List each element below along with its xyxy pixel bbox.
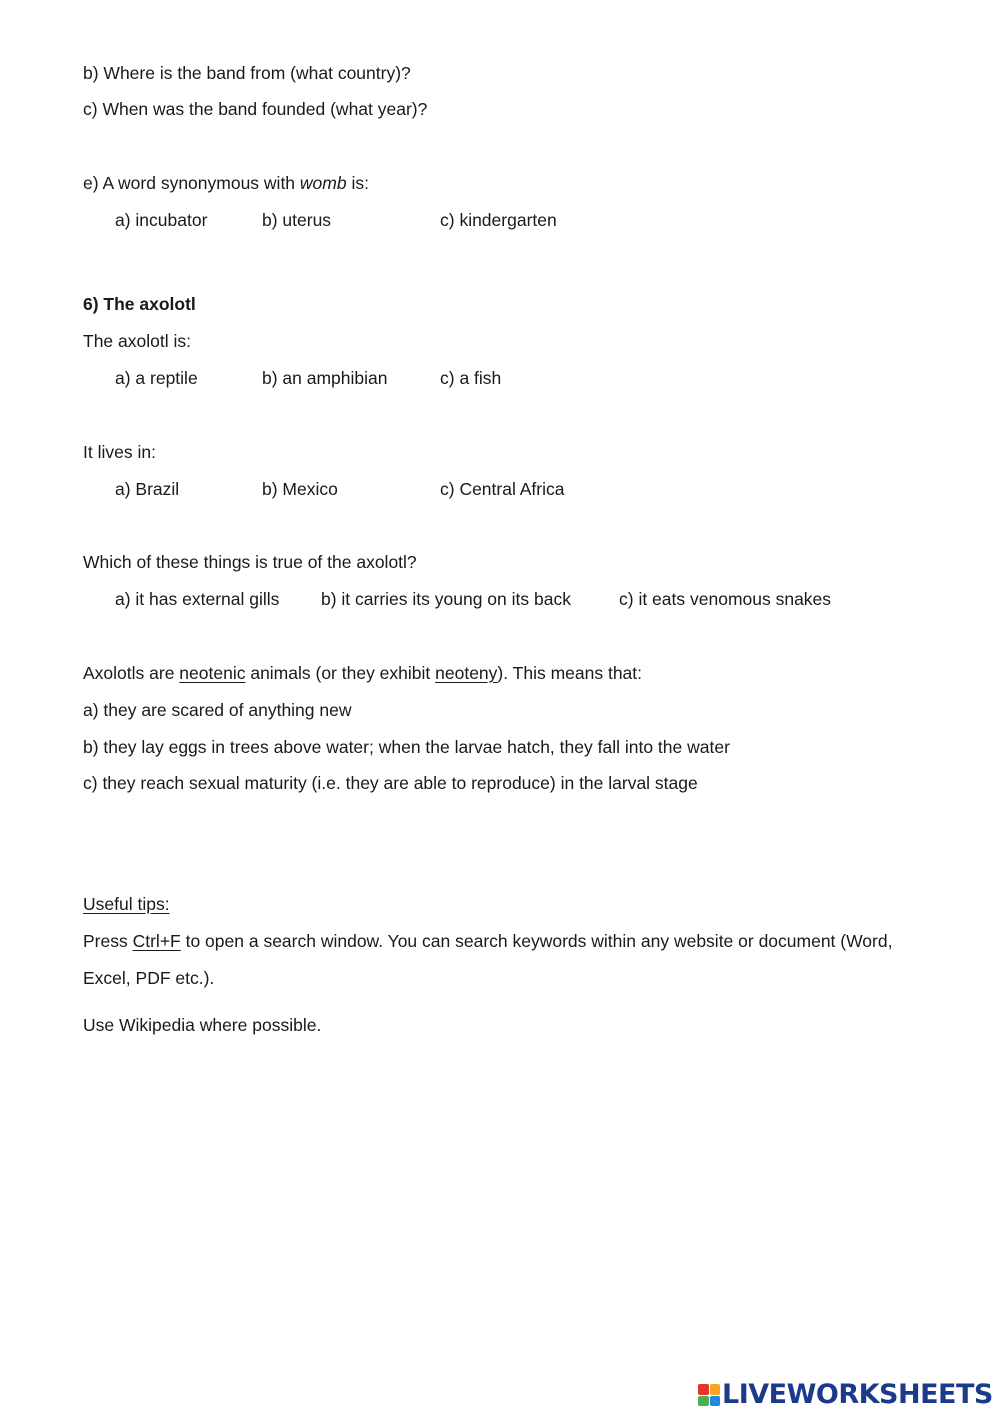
section-heading-axolotl: 6) The axolotl (83, 294, 196, 314)
option-type-b[interactable]: b) an amphibian (262, 368, 388, 388)
option-habitat-b[interactable]: b) Mexico (262, 479, 338, 499)
option-womb-b[interactable]: b) uterus (262, 210, 332, 230)
option-true-b[interactable]: b) it carries its young on its back (321, 589, 571, 609)
option-neoteny-a[interactable]: a) they are scared of anything new (83, 700, 352, 720)
option-habitat-a[interactable]: a) Brazil (115, 479, 180, 499)
logo-square-red (698, 1384, 709, 1395)
option-womb-c[interactable]: c) kindergarten (440, 210, 557, 230)
option-true-a[interactable]: a) it has external gills (115, 589, 280, 609)
tips-line-1: Press Ctrl+F to open a search window. You can search keywords within any website or document (Word, (83, 931, 893, 951)
option-neoteny-c[interactable]: c) they reach sexual maturity (i.e. they are able to reproduce) in the larval stage (83, 773, 698, 793)
tips-line-3: Use Wikipedia where possible. (83, 1015, 322, 1035)
tips-line-2: Excel, PDF etc.). (83, 968, 215, 988)
option-type-a[interactable]: a) a reptile (115, 368, 198, 388)
question-axolotl-type: The axolotl is: (83, 331, 191, 351)
liveworksheets-logo[interactable] (698, 1380, 993, 1410)
question-neoteny: Axolotls are neotenic animals (or they exhibit neoteny). This means that: (83, 663, 643, 683)
logo-square-blue (710, 1396, 721, 1407)
question-band-year: c) When was the band founded (what year)? (83, 99, 428, 119)
term-neotenic: neotenic (179, 663, 246, 683)
question-womb: e) A word synonymous with womb is: (83, 173, 369, 193)
option-true-c[interactable]: c) it eats venomous snakes (619, 589, 832, 609)
question-axolotl-true: Which of these things is true of the axolotl? (83, 552, 417, 572)
option-type-c[interactable]: c) a fish (440, 368, 502, 388)
logo-mark-icon (698, 1384, 720, 1406)
logo-square-green (698, 1396, 709, 1407)
question-band-country: b) Where is the band from (what country)? (83, 63, 411, 83)
term-neoteny: neoteny (435, 663, 498, 683)
option-habitat-c[interactable]: c) Central Africa (440, 479, 565, 499)
tips-heading: Useful tips: (83, 894, 170, 914)
logo-square-orange (710, 1384, 721, 1395)
option-womb-a[interactable]: a) incubator (115, 210, 208, 230)
logo-text: LIVEWORKSHEETS (722, 1379, 993, 1410)
shortcut-ctrl-f: Ctrl+F (132, 931, 181, 951)
question-axolotl-habitat: It lives in: (83, 442, 156, 462)
option-neoteny-b[interactable]: b) they lay eggs in trees above water; when the larvae hatch, they fall into the water (83, 737, 730, 757)
